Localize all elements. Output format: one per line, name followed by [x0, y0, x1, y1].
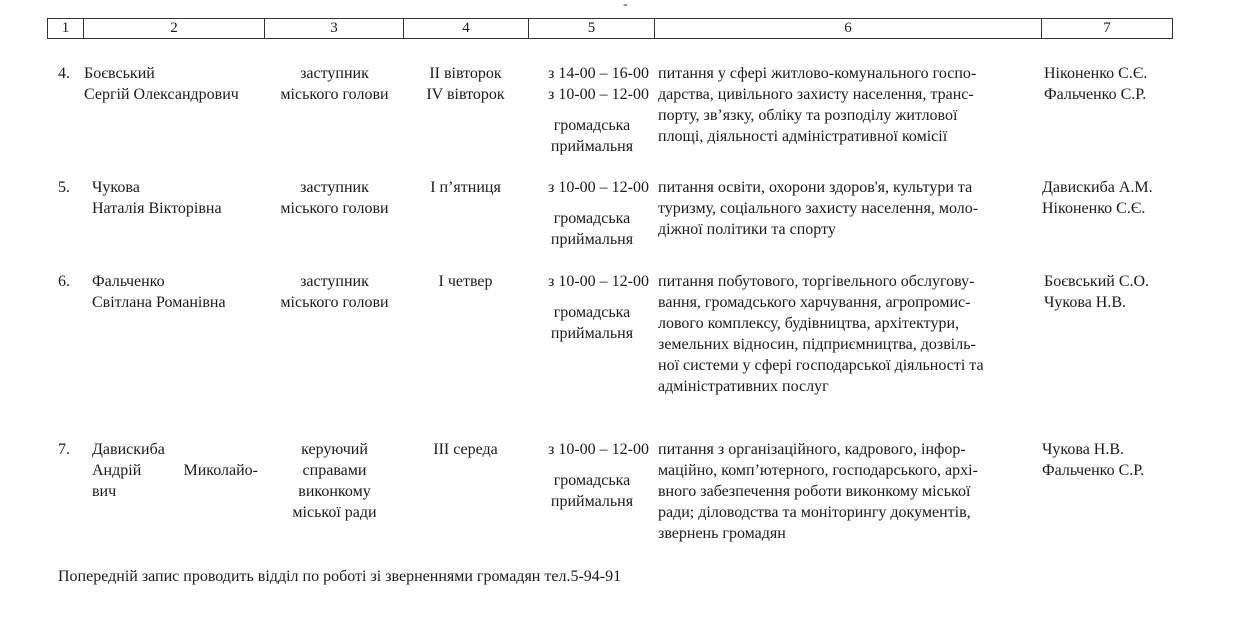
column-number: 2	[84, 19, 265, 39]
reception-office: громадська приймальня	[550, 304, 634, 342]
reception-days: II вівторок IV вівторок	[426, 65, 505, 103]
column-number: 6	[655, 19, 1042, 39]
topic-description: питання з організаційного, кадрового, інфор- маційно, комп’ютерного, господарського, архі- вного забезпечення роботи виконкому міської ради; діловодства та моніторингу документів, звернень громадян	[658, 441, 978, 542]
official-name: Фальченко Світлана Романівна	[92, 273, 226, 311]
topic-description: питання побутового, торгівельного обслугову- вання, громадського харчування, агропромис- лового комплексу, будівництва, архітектури, земельних відносин, підприємництва, дозвіль- ної системи у сфері господарської діяльності та адміністративних послуг	[658, 273, 984, 395]
official-name: Чукова Наталія Вікторівна	[92, 179, 222, 217]
reception-office: громадська приймальня	[550, 210, 634, 248]
substitutes: Давискиба А.М. Ніконенко С.Є.	[1042, 179, 1153, 217]
reception-days: I п’ятниця	[430, 179, 501, 196]
row-number: 4.	[58, 65, 70, 82]
reception-time: з 10-00 – 12-00 громадська приймальня	[529, 177, 655, 250]
column-number-header	[47, 18, 1173, 39]
reception-time: з 14-00 – 16-00 з 10-00 – 12-00 громадська приймальня	[529, 63, 655, 157]
column-number: 4	[404, 19, 529, 39]
official-position: керуючий справами виконкому міської ради	[292, 441, 377, 521]
substitutes: Ніконенко С.Є. Фальченко С.Р.	[1044, 65, 1148, 103]
substitutes: Боєвський С.О. Чукова Н.В.	[1044, 273, 1150, 311]
column-number: 1	[48, 19, 84, 39]
reception-time: з 10-00 – 12-00 громадська приймальня	[529, 439, 655, 512]
official-name: Давискиба Андрій Миколайо- вич	[92, 441, 258, 500]
column-number: 7	[1042, 19, 1173, 39]
topic-description: питання у сфері житлово-комунального госпо- дарства, цивільного захисту населення, транс- порту, зв’язку, обліку та розподілу житлової площі, діяльності адміністративної комісії	[658, 65, 977, 145]
reception-office: громадська приймальня	[550, 117, 634, 155]
row-number: 7.	[58, 441, 70, 458]
official-position: заступник міського голови	[280, 273, 389, 311]
reception-office: громадська приймальня	[550, 472, 634, 510]
row-number: 5.	[58, 179, 70, 196]
reception-days: III середа	[433, 441, 498, 458]
official-name: Боєвський Сергій Олександрович	[84, 65, 239, 103]
footer-note: Попередній запис проводить відділ по роботі зі зверненнями громадян тел.5-94-91	[58, 568, 622, 585]
reception-time: з 10-00 – 12-00 громадська приймальня	[529, 271, 655, 344]
official-position: заступник міського голови	[280, 179, 389, 217]
substitutes: Чукова Н.В. Фальченко С.Р.	[1042, 441, 1145, 479]
row-number: 6.	[58, 273, 70, 290]
page-mark: -	[623, 0, 628, 12]
column-number: 3	[265, 19, 404, 39]
official-position: заступник міського голови	[280, 65, 389, 103]
topic-description: питання освіти, охорони здоров'я, культури та туризму, соціального захисту населення, моло- діжної політики та спорту	[658, 179, 979, 238]
column-number: 5	[529, 19, 655, 39]
reception-days: I четвер	[438, 273, 493, 290]
